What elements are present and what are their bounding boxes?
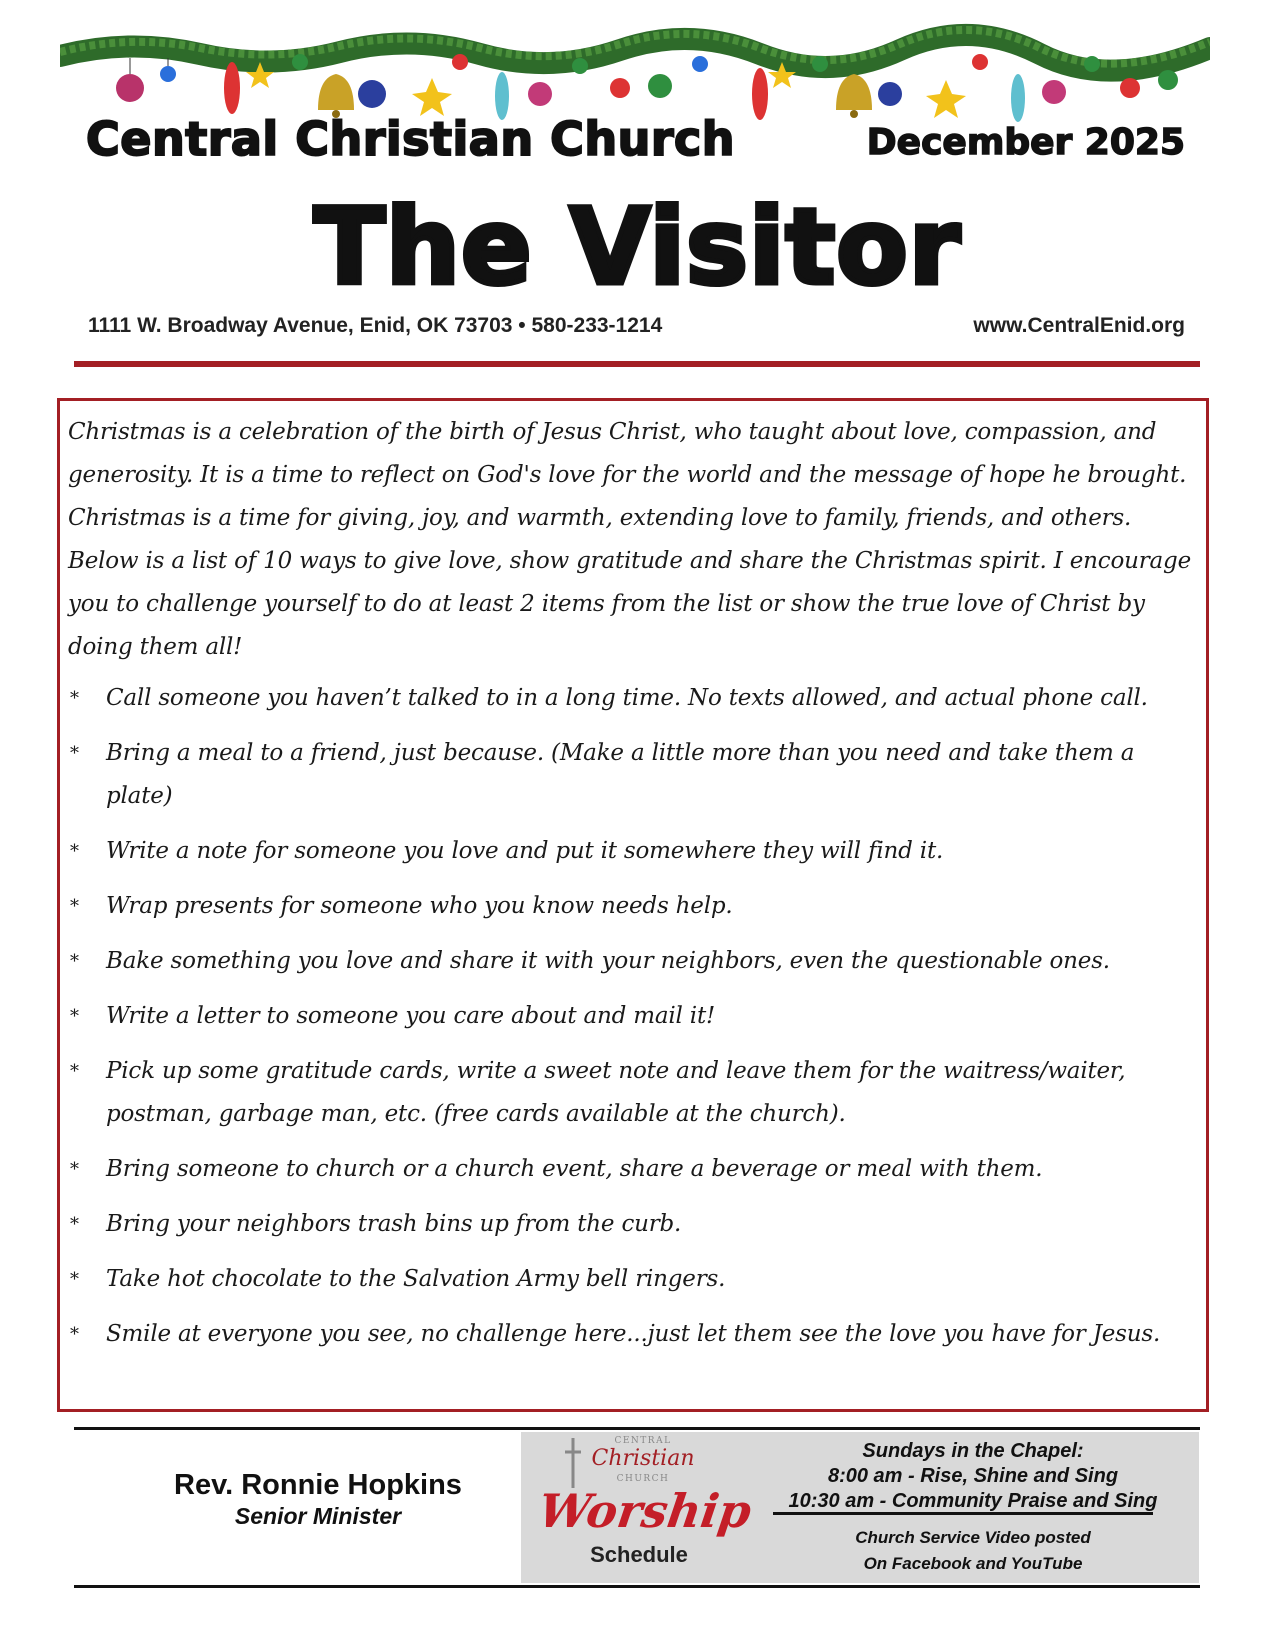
list-item: * Smile at everyone you see, no challenge here...just let them see the love you have for Jesus. xyxy=(68,1313,1196,1356)
logo-christian-text: Christian xyxy=(591,1446,695,1471)
list-item: * Wrap presents for someone who you know needs help. xyxy=(68,885,1196,928)
footer-top-rule xyxy=(74,1427,1200,1430)
video-note-line-2: On Facebook and YouTube xyxy=(863,1554,1083,1573)
list-item: * Pick up some gratitude cards, write a sweet note and leave them for the waitress/waiter, postman, garbage man, etc. (free cards available at the church). xyxy=(68,1050,1196,1136)
bullet-icon: * xyxy=(70,1214,79,1235)
list-item: * Bring someone to church or a church event, share a beverage or meal with them. xyxy=(68,1148,1196,1191)
header-divider xyxy=(74,361,1200,367)
logo-church-text: CHURCH xyxy=(616,1474,670,1484)
list-item: * Take hot chocolate to the Salvation Army bell ringers. xyxy=(68,1258,1196,1301)
ornament-icon xyxy=(610,78,630,98)
bell-icon xyxy=(836,74,872,118)
ornament-icon xyxy=(116,58,144,102)
worship-schedule-panel xyxy=(521,1432,1199,1583)
ornament-icon xyxy=(752,68,768,120)
minister-name: Rev. Ronnie Hopkins xyxy=(174,1469,462,1501)
bullet-icon: * xyxy=(70,743,79,764)
bullet-icon: * xyxy=(70,1061,79,1082)
star-icon xyxy=(926,80,966,118)
ornament-icon xyxy=(1011,74,1025,122)
bullet-icon: * xyxy=(70,951,79,972)
article-box xyxy=(57,398,1209,1412)
ornament-icon xyxy=(224,62,240,114)
bullet-icon: * xyxy=(70,896,79,917)
star-icon xyxy=(412,78,452,116)
sundays-heading: Sundays in the Chapel: xyxy=(862,1440,1084,1462)
newsletter-title: The Visitor xyxy=(313,186,962,308)
schedule-divider xyxy=(773,1512,1153,1515)
video-note-line-1: Church Service Video posted xyxy=(855,1528,1091,1547)
ornament-icon xyxy=(452,54,468,70)
bullet-icon: * xyxy=(70,688,79,709)
ornament-icon xyxy=(692,56,708,72)
chalice-icon xyxy=(561,1438,585,1488)
list-item: * Call someone you haven’t talked to in a long time. No texts allowed, and actual phone call. xyxy=(68,677,1196,720)
ornament-icon xyxy=(1084,56,1100,72)
list-item: * Bring a meal to a friend, just because. (Make a little more than you need and take them a plate) xyxy=(68,732,1196,818)
footer-bottom-rule xyxy=(74,1585,1200,1588)
ornament-icon xyxy=(648,74,672,98)
issue-date: December 2025 xyxy=(866,122,1185,163)
ornament-icon xyxy=(528,82,552,106)
list-item: * Write a note for someone you love and put it somewhere they will find it. xyxy=(68,830,1196,873)
ornament-icon xyxy=(812,56,828,72)
ways-list xyxy=(68,677,1196,1356)
church-name: Central Christian Church xyxy=(86,112,736,166)
service-times xyxy=(753,1432,1193,1583)
website-link[interactable]: www.CentralEnid.org xyxy=(973,314,1185,337)
bullet-icon: * xyxy=(70,1269,79,1290)
ornament-icon xyxy=(1158,70,1178,90)
contact-line: 1111 W. Broadway Avenue, Enid, OK 73703 • 580-233-1214 xyxy=(88,314,663,337)
ornament-icon xyxy=(160,58,176,82)
logo-central-text: CENTRAL xyxy=(614,1436,672,1446)
ornament-icon xyxy=(972,54,988,70)
ornament-icon xyxy=(878,82,902,106)
service-time-1: 8:00 am - Rise, Shine and Sing xyxy=(827,1465,1119,1487)
bullet-icon: * xyxy=(70,1006,79,1027)
ornament-icon xyxy=(292,54,308,70)
list-item: * Bring your neighbors trash bins up from the curb. xyxy=(68,1203,1196,1246)
bullet-icon: * xyxy=(70,1159,79,1180)
service-time-2: 10:30 am - Community Praise and Sing xyxy=(788,1490,1158,1512)
list-item: * Write a letter to someone you care about and mail it! xyxy=(68,995,1196,1038)
article-intro: Christmas is a celebration of the birth of Jesus Christ, who taught about love, compassion, and generosity. It is a time to reflect on God's love for the world and the message of hope he brought. Christmas is a time for giving, joy, and warmth, extending love to family, friends, and others. Below is a list of 10 ways to give love, show gratitude and share the Christmas spirit. I encourage you to challenge yourself to do at least 2 items from the list or show the true love of Christ by doing them all! xyxy=(68,419,1191,660)
bullet-icon: * xyxy=(70,1324,79,1345)
worship-heading: Worship xyxy=(535,1484,755,1538)
minister-title: Senior Minister xyxy=(234,1503,402,1529)
bullet-icon: * xyxy=(70,841,79,862)
ornament-icon xyxy=(572,58,588,74)
schedule-heading: Schedule xyxy=(590,1542,688,1567)
church-logo xyxy=(521,1432,753,1583)
ornament-icon xyxy=(1042,80,1066,104)
list-item: * Bake something you love and share it with your neighbors, even the questionable ones. xyxy=(68,940,1196,983)
ornament-icon xyxy=(1120,78,1140,98)
ornament-icon xyxy=(358,80,386,108)
